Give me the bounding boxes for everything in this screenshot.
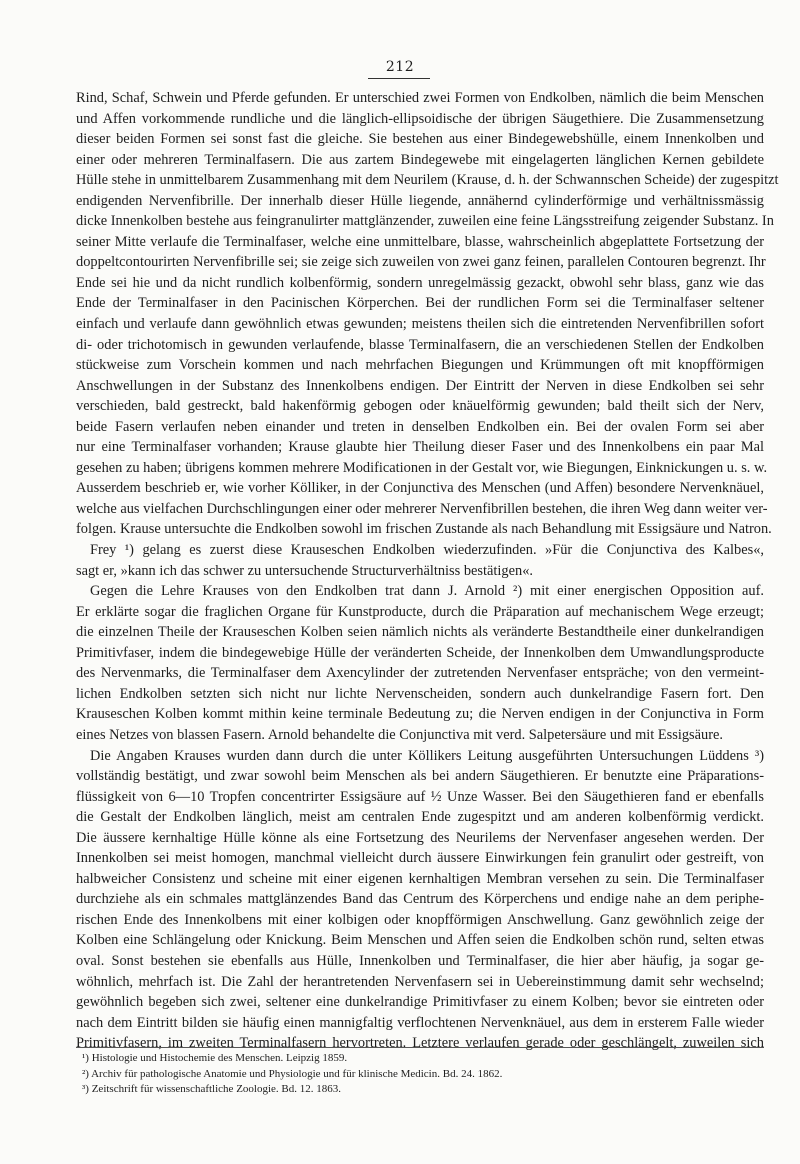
text-line: nur eine Terminalfaser vorhanden; Krause glaubte hier Theilung dieser Faser und des Innenkolbens ein paar Mal <box>76 439 764 456</box>
text-line: Ausserdem beschrieb er, wie vorher Kölliker, in der Conjunctiva des Menschen (und Affen) besondere Nervenknäuel, <box>76 480 764 497</box>
body-text <box>76 88 779 1054</box>
text-line: dicke Innenkolben bestehe aus feingranulirter mattglänzender, zuweilen eine feine Längsstreifung zeigender Substanz. In <box>76 213 774 230</box>
footnote-rule <box>76 1047 764 1048</box>
text-line: flüssigkeit von 6—10 Tropfen concentrirter Essigsäure auf ½ Unze Wasser. Bei den Säugethieren fand er ebenfalls <box>76 788 764 805</box>
text-line: Frey ¹) gelang es zuerst diese Krauseschen Endkolben wiederzufinden. »Für die Conjunctiva des Kalbes«, <box>90 542 764 559</box>
text-line: wöhnlich, mehrfach ist. Die Zahl der herantretenden Nervenfasern sei in Uebereinstimmung damit sehr wechselnd; <box>76 973 764 990</box>
text-line: Ende der Terminalfaser in den Pacinischen Körperchen. Bei der rundlichen Form sei die Terminalfaser seltener <box>76 295 764 312</box>
text-line: Primitivfaser, indem die bindegewebige Hülle der veränderten Scheide, der Innenkolben dem Umwandlungsproducte <box>76 644 764 661</box>
text-line: gesehen zu haben; übrigens kommen mehrere Modificationen in der Gestalt vor, wie Biegungen, Einknickungen u. s. w. <box>76 459 768 476</box>
text-line: Die äussere kernhaltige Hülle könne als eine Fortsetzung des Neurilems der Nervenfaser angesehen werden. Der <box>76 829 764 846</box>
text-line: rischen Ende des Innenkolbens mit einer kolbigen oder knopfförmigen Anschwellung. Ganz gewöhnlich zeige der <box>76 911 764 928</box>
text-line: nach dem Eintritt bilden sie häufig einen mannigfaltig verflochtenen Nervenknäuel, aus dem in ersterem Falle wieder <box>76 1014 764 1031</box>
footnote: ²) Archiv für pathologische Anatomie und Physiologie und für klinische Medicin. Bd. 24. 1862. <box>82 1067 503 1080</box>
text-line: doppeltcontourirten Nervenfibrille sei; sie zeige sich zuweilen von zwei ganz feinen, parallelen Contouren begrenzt. Ihr <box>76 254 766 271</box>
text-line: verschieden, bald gestreckt, bald hakenförmig gebogen oder knäuelförmig gewunden; bald theilt sich der Nerv, <box>76 398 764 415</box>
text-line: Krauseschen Kolben kommt mithin keine terminale Bedeutung zu; die Nerven endigen in der Conjunctiva in Form <box>76 706 764 723</box>
text-line: eines Netzes von blassen Fasern. Arnold behandelte die Conjunctiva mit verd. Salpetersäure und mit Essigsäure. <box>76 726 724 743</box>
text-line: Hülle stehe in unmittelbarem Zusammenhang mit dem Neurilem (Krause, d. h. der Schwannschen Scheide) der zugespitzt <box>76 172 779 189</box>
text-line: lichen Endkolben setzten sich nicht nur lichte Nervenscheiden, sondern auch dunkelrandige Fasern fort. Den <box>76 685 764 702</box>
footnote: ³) Zeitschrift für wissenschaftliche Zoologie. Bd. 12. 1863. <box>82 1083 341 1095</box>
footnote: ¹) Histologie und Histochemie des Menschen. Leipzig 1859. <box>82 1052 348 1064</box>
text-line: Anschwellungen in der Substanz des Innenkolbens endigen. Der Eintritt der Nerven in diese Endkolben sei sehr <box>76 377 764 394</box>
text-line: Die Angaben Krauses wurden dann durch die unter Köllikers Leitung ausgeführten Untersuchungen Lüddens ³) <box>90 747 764 764</box>
text-line: die einzelnen Theile der Krauseschen Kolben seien nämlich nichts als veränderte Bestandtheile einer dunkelrandigen <box>76 624 764 641</box>
text-line: welche aus vielfachen Durchschlingungen einer oder mehrerer Nervenfibrillen bestehen, die ihren Weg dann weiter ver- <box>76 500 768 517</box>
text-line: vollständig bestätigt, und zwar sowohl beim Menschen als bei andern Säugethieren. Er benutzte eine Präparations- <box>76 768 764 785</box>
text-line: einfach und verlaufe dann gewöhnlich etwas gewunden; meistens theilen sich die eintretenden Nervenfibrillen sofort <box>76 316 764 333</box>
text-line: folgen. Krause untersuchte die Endkolben sowohl im frischen Zustande als nach Behandlung mit Essigsäure und Natron. <box>76 521 772 538</box>
text-line: Innenkolben sei meist homogen, manchmal vielleicht durch äussere Einwirkungen fein granulirt oder gestreift, von <box>76 850 764 867</box>
text-line: oval. Sonst bestehen sie ebenfalls aus Hülle, Innenkolben und Terminalfaser, die hier aber häufig, ja sogar ge- <box>76 952 764 969</box>
page-number: 212 <box>385 59 415 75</box>
text-line: des Nervenmarks, die Terminalfaser dem Axencylinder der zutretenden Nervenfaser entspräche; von den vermeint- <box>76 665 764 682</box>
text-line: gewöhnlich begeben sich zwei, seltener eine dunkelrandige Primitivfaser zu einem Kolben; bevor sie eintreten oder <box>76 994 764 1011</box>
text-line: durchziehe als ein schmales mattglänzendes Band das Centrum des Körperchens und endige nahe an dem periphe- <box>76 891 764 908</box>
text-line: Er erklärte sogar die fraglichen Organe für Kunstproducte, durch die Präparation auf mechanischem Wege erzeugt; <box>76 603 764 620</box>
text-line: di- oder trichotomisch in gewunden verlaufende, blasse Terminalfasern, die an verschiedenen Stellen der Endkolben <box>76 336 764 353</box>
text-line: sagt er, »kann ich das schwer zu untersuchende Structurverhältniss bestätigen«. <box>76 562 533 579</box>
text-line: endigenden Nervenfibrille. Der innerhalb dieser Hülle liegende, annähernd cylinderförmige und verhältnissmässig <box>76 192 764 209</box>
text-line: seiner Mitte verlaufe die Terminalfaser, welche eine unmittelbare, blasse, wahrscheinlich abgeplattete Fortsetzung der <box>76 233 764 250</box>
text-line: und Affen vorkommende rundliche und die länglich-ellipsoidische der übrigen Säugethiere. Die Zusammensetzung <box>76 110 764 127</box>
footnotes <box>76 1051 764 1098</box>
text-line: Primitivfasern, im zweiten Terminalfasern hervortreten. Letztere verlaufen gerade oder geschlängelt, zuweilen sich <box>76 1035 764 1052</box>
text-line: stückweise zum Vorschein kommen und nach mehrfachen Biegungen und Krümmungen oft mit knopfförmigen <box>76 357 764 374</box>
text-line: halbweicher Consistenz und scheine mit einer eigenen kernhaltigen Membran versehen zu sein. Die Terminalfaser <box>76 870 764 887</box>
text-line: Kolben eine Schlängelung oder Knickung. Beim Menschen und Affen seien die Endkolben schön rund, selten etwas <box>76 932 764 949</box>
text-line: Rind, Schaf, Schwein und Pferde gefunden. Er unterschied zwei Formen von Endkolben, nämlich die beim Menschen <box>76 90 764 106</box>
text-line: einer oder mehreren Terminalfasern. Die aus zartem Bindegewebe mit eingelagerten länglichen Kernen gebildete <box>76 151 764 168</box>
text-line: Ende sei hie und da nicht rundlich kolbenförmig, sondern unregelmässig gezackt, obwohl sehr blass, ganz wie das <box>76 274 764 291</box>
text-line: die Gestalt der Endkolben länglich, meist am centralen Ende zugespitzt und am anderen kolbenförmig verdickt. <box>76 809 764 826</box>
text-line: dieser beiden Formen sei sonst fast die gleiche. Sie bestehen aus einer Bindegewebshülle, einem Innenkolben und <box>76 131 764 148</box>
page-number-rule <box>368 78 430 79</box>
text-line: Gegen die Lehre Krauses von den Endkolben trat dann J. Arnold ²) mit einer energischen Opposition auf. <box>90 583 764 600</box>
text-line: beide Fasern verlaufen neben einander und treten in denselben Endkolben ein. Bei der ovalen Form sei aber <box>76 418 764 435</box>
